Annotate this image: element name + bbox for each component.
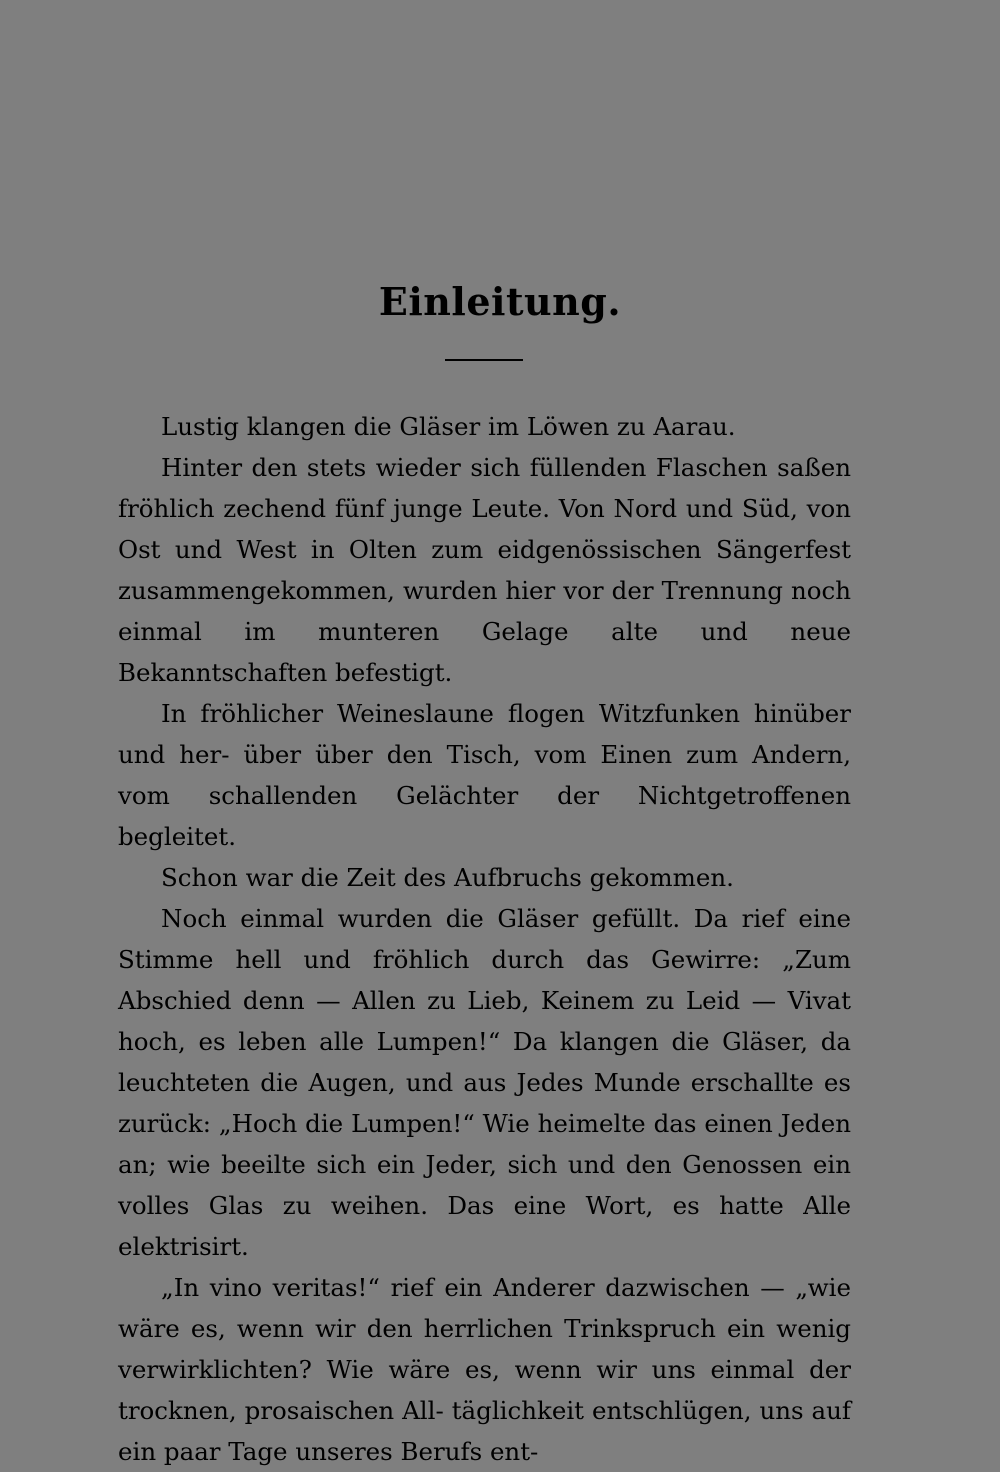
chapter-title: Einleitung. — [378, 279, 622, 324]
paragraph: Lustig klangen die Gläser im Löwen zu Aarau. — [161, 412, 736, 441]
paragraph: „In vino veritas!“ rief ein Anderer dazwischen — „wie wäre es, wenn wir den herrlichen Trinkspruch ein wenig verwirklichten? Wie wäre es, wenn wir uns einmal der trocknen, prosaischen All- täglichkeit entschlügen, uns auf ein paar Tage unseres Berufs ent- — [118, 1273, 851, 1466]
paragraph: Hinter den stets wieder sich füllenden Flaschen saßen fröhlich zechend fünf junge Leute. Von Nord und Süd, von Ost und West in Olten zum eidgenössischen Sängerfest zusammengekommen, wurden hier vor der Trennung noch einmal im munteren Gelage alte und neue Bekanntschaften befestigt. — [118, 453, 851, 687]
paragraph: Noch einmal wurden die Gläser gefüllt. Da rief eine Stimme hell und fröhlich durch das Gewirre: „Zum Abschied denn — Allen zu Lieb, Keinem zu Leid — Vivat hoch, es leben alle Lumpen!“ Da klangen die Gläser, da leuchteten die Augen, und aus Jedes Munde erschallte es zurück: „Hoch die Lumpen!“ Wie heimelte das einen Jeden an; wie beeilte sich ein Jeder, sich und den Genossen ein volles Glas zu weihen. Das eine Wort, es hatte Alle elektrisirt. — [118, 904, 851, 1261]
paragraph: Schon war die Zeit des Aufbruchs gekommen. — [161, 863, 734, 892]
paragraph: In fröhlicher Weineslaune flogen Witzfunken hinüber und her- über über den Tisch, vom Einen zum Andern, vom schallenden Gelächter der Nichtgetroffenen begleitet. — [118, 699, 851, 851]
body-text — [118, 406, 851, 1472]
title-divider — [445, 359, 523, 361]
